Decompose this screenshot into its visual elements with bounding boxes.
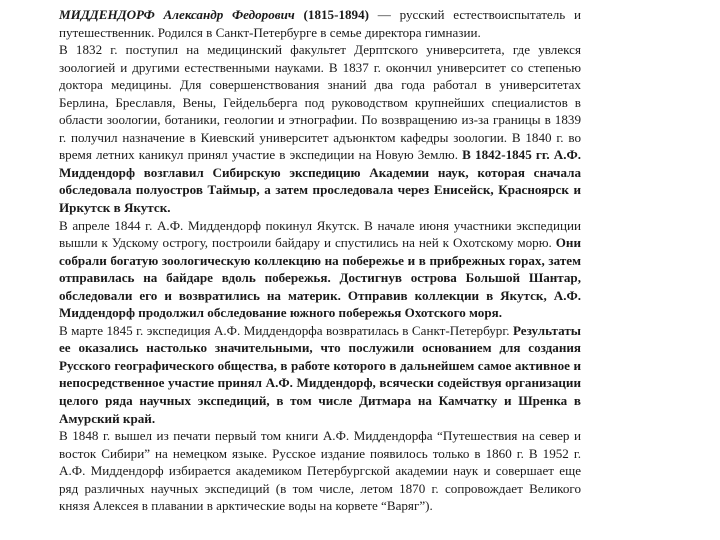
return-text: В марте 1845 г. экспедиция А.Ф. Миддендорфа возвратилась в Санкт-Петербург. [59,322,510,338]
person-name: МИДДЕНДОРФ Александр Федорович [59,7,295,22]
education-text: В 1832 г. поступил на медицинский факультет Дерптского университета, где увлекся зоологией и другими естественными науками. В 1837 г. окончил университет со степенью доктора медицины. Для совершенствования знаний два года работал в университетах Берлина, Бреславля, Вены, Гейдельберга под руководством крупнейших специалистов в области зоологии, ботаники, геологии и этнографии. По возвращению из-за границы в 1839 г. получил назначение в Киевский университет адъюнктом кафедры зоологии. В 1840 г. во время летних каникул принял участие в экспедиции на Новую Землю. [59,42,581,163]
intro-paragraph [59,6,581,41]
siberian-expedition-text: В 1842-1845 гг. А.Ф. Миддендорф возглавил Сибирскую экспедицию Академии наук, которая сначала обследовала полуостров Таймыр, а затем проследовала через Енисейск, Красноярск и Иркутск в Якутск. [59,147,581,216]
education-paragraph [59,41,581,216]
publication-text: В 1848 г. вышел из печати первый том книги А.Ф. Миддендорфа “Путешествия на север и восток Сибири” на немецком языке. Русское издание появилось только в 1860 г. В 1952 г. А.Ф. Миддендорф избирается академиком Петербургской академии наук и совершает еще ряд различных научных экспедиций (в том числе, летом 1870 г. сопровождает Великого князя Алексея в плавании в арктические воды на корвете “Варяг”). [59,428,581,514]
intro-text: — русский естествоиспытатель и путешественник. Родился в Санкт-Петербурге в семье директора гимназии. [59,7,581,40]
life-years: (1815-1894) [303,7,370,22]
return-paragraph [59,322,581,427]
publication-paragraph [59,427,581,515]
okhotsk-paragraph [59,217,581,322]
okhotsk-text: В апреле 1844 г. А.Ф. Миддендорф покинул Якутск. В начале июня участники экспедиции вышли к Удскому острогу, построили байдару и спустились на ней к Охотскому морю. [59,217,581,251]
collection-text: Они собрали богатую зоологическую коллекцию на побережье и в прибрежных горах, затем отправилась на байдаре вдоль побережья. Достигнув острова Большой Шантар, обследовали его и возвратились на материк. Отправив коллекции в Якутск, А.Ф. Миддендорф продолжил обследование южного побережья Охотского моря. [59,235,581,321]
results-text: Результаты ее оказались настолько значительными, что послужили основанием для создания Русского географического общества, в работе которого в дальнейшем самое активное и непосредственное участие принял А.Ф. Миддендорф, всячески содействуя организации целого ряда научных экспедиций, в том числе Дитмара на Камчатку и Шренка в Амурский край. [59,322,582,426]
